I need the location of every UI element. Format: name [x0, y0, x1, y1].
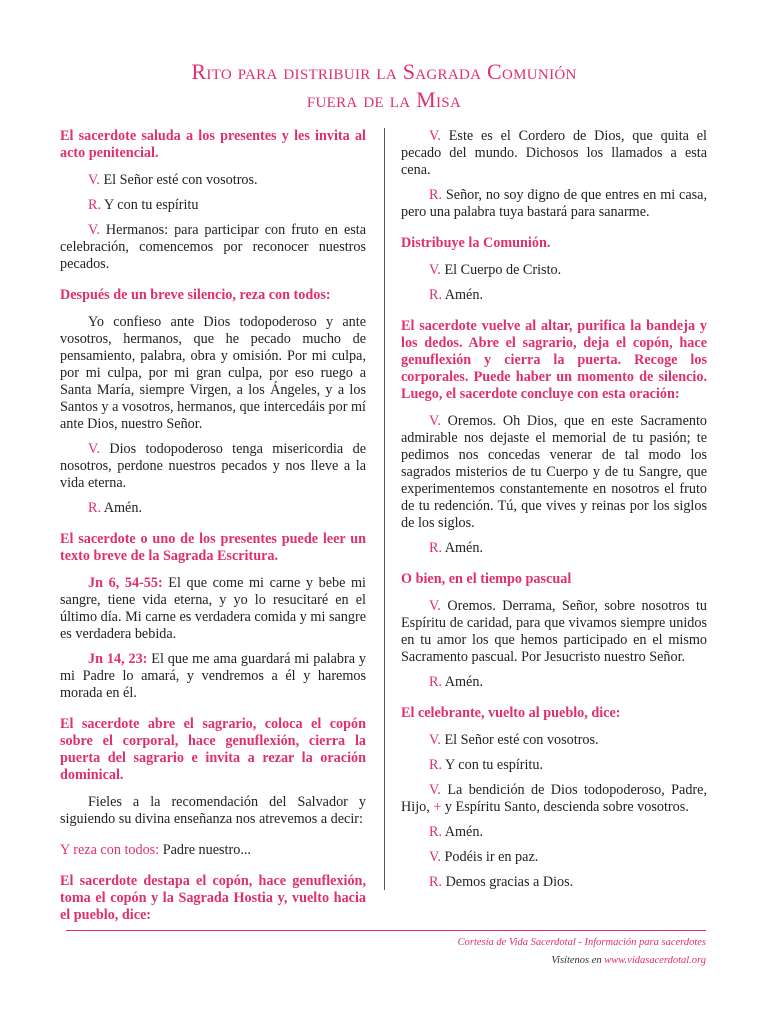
column-divider	[384, 128, 385, 890]
confiteor-text: Yo confieso ante Dios todopoderoso y ante vosotros, hermanos, que he pecado mucho de pensamiento, palabra, obra y omisión. Por mi culpa, por mi culpa, por mi gran culpa, por eso ruego a Santa María, siempre Virgen, a los Ángeles, y a los Santos y a vosotros, hermanos, que intercedáis por mí ante Dios, nuestro Señor.	[60, 314, 366, 432]
versicle-text: El Señor esté con vosotros.	[440, 732, 599, 748]
versicle-mark: V.	[429, 782, 441, 798]
versicle	[60, 172, 366, 189]
response-text: Y con tu espíritu	[101, 197, 199, 213]
response-mark: R.	[429, 187, 443, 203]
rubric-easter: O bien, en el tiempo pascual	[401, 571, 572, 587]
response-mark: R.	[429, 757, 443, 773]
versicle-text: y Espíritu Santo, descienda sobre vosotros.	[441, 799, 689, 815]
versicle	[60, 222, 366, 273]
response-text: Amén.	[442, 674, 483, 690]
response	[401, 757, 707, 774]
versicle-mark: V.	[88, 172, 100, 188]
scripture-reading	[60, 575, 366, 643]
response-text: Amén.	[442, 824, 483, 840]
rubric-silence: Después de un breve silencio, reza con todos:	[60, 287, 331, 303]
response-text: Demos gracias a Dios.	[442, 874, 574, 890]
versicle	[401, 128, 707, 179]
versicle-mark: V.	[429, 128, 441, 144]
response-text: Y con tu espíritu.	[442, 757, 544, 773]
versicle-mark: V.	[429, 262, 441, 278]
response	[401, 674, 707, 691]
versicle-mark: V.	[429, 732, 441, 748]
versicle-text: Dios todopoderoso tenga misericordia de nosotros, perdone nuestros pecados y nos lleve a la vida eterna.	[60, 441, 366, 491]
rubric-greeting: El sacerdote saluda a los presentes y les invita al acto penitencial.	[60, 128, 366, 161]
versicle	[60, 441, 366, 492]
response	[60, 197, 366, 214]
versicle-mark: V.	[429, 849, 441, 865]
invitation-text: Fieles a la recomendación del Salvador y siguiendo su divina enseñanza nos atrevemos a decir:	[60, 794, 366, 827]
versicle-text: Oremos. Oh Dios, que en este Sacramento admirable nos dejaste el memorial de tu pasión; te pedimos nos concedas venerar de tal modo los sagrados misterios de tu Cuerpo y de tu Sangre, que experimentemos constantemente en nosotros el fruto de tu redención. Tú, que vives y reinas por los siglos de los siglos.	[401, 413, 707, 531]
versicle-mark: V.	[88, 222, 100, 238]
response-mark: R.	[429, 824, 443, 840]
right-column	[401, 128, 707, 899]
response-mark: R.	[429, 674, 443, 690]
versicle-text: El Cuerpo de Cristo.	[440, 262, 562, 278]
rubric-host: El sacerdote destapa el copón, hace genuflexión, toma el copón y la Sagrada Hostia y, vuelto hacia el pueblo, dice:	[60, 873, 366, 923]
footer-visit	[458, 952, 706, 970]
versicle-text: Oremos. Derrama, Señor, sobre nosotros tu Espíritu de caridad, para que vivamos siempre unidos en tu amor los que hemos participado en el mismo Sacramento pascual. Por Jesucristo nuestro Señor.	[401, 598, 707, 665]
response-text: Amén.	[101, 500, 142, 516]
versicle-text: Hermanos: para participar con fruto en esta celebración, comencemos por reconocer nuestros pecados.	[60, 222, 366, 272]
versicle	[401, 262, 707, 279]
title-line-2: fuera de la Misa	[306, 87, 462, 112]
response	[401, 824, 707, 841]
versicle-text: Podéis ir en paz.	[440, 849, 539, 865]
response-mark: R.	[429, 287, 443, 303]
footer-credit: Cortesía de Vida Sacerdotal - Información para sacerdotes	[457, 937, 706, 948]
versicle-text: La bendición de Dios todopoderoso, Padre, Hijo,	[401, 782, 707, 815]
response	[401, 187, 707, 221]
response-text: Amén.	[442, 287, 483, 303]
versicle	[401, 849, 707, 866]
response-mark: R.	[429, 874, 443, 890]
response-mark: R.	[429, 540, 443, 556]
response-mark: R.	[88, 197, 102, 213]
versicle	[401, 413, 707, 532]
scripture-reference: Jn 14, 23:	[88, 651, 148, 667]
left-column	[60, 128, 366, 934]
cross-icon: +	[433, 799, 442, 815]
response	[401, 874, 707, 891]
versicle-mark: V.	[429, 598, 441, 614]
versicle-mark: V.	[429, 413, 441, 429]
footer-website-link[interactable]: www.vidasacerdotal.org	[604, 955, 706, 966]
scripture-text: El que come mi carne y bebe mi sangre, tiene vida eterna, y yo lo resucitaré en el último día. Mi carne es verdadera comida y mi sangre es verdadera bebida.	[60, 575, 366, 642]
scripture-text: El que me ama guardará mi palabra y mi Padre lo amará, y vendremos a él y haremos morada en él.	[60, 651, 366, 701]
scripture-reading	[60, 651, 366, 702]
rubric-scripture: El sacerdote o uno de los presentes puede leer un texto breve de la Sagrada Escritura.	[60, 531, 366, 564]
footer	[458, 934, 706, 970]
scripture-reference: Jn 6, 54-55:	[88, 575, 163, 591]
versicle-text: El Señor esté con vosotros.	[99, 172, 258, 188]
rubric-blessing: El celebrante, vuelto al pueblo, dice:	[401, 705, 621, 721]
footer-visit-label: Visítenos en	[551, 955, 605, 966]
document-title	[60, 58, 708, 114]
versicle	[401, 732, 707, 749]
rubric-communion: Distribuye la Comunión.	[401, 235, 551, 251]
response	[401, 287, 707, 304]
our-father-line	[60, 842, 366, 859]
response	[60, 500, 366, 517]
versicle-mark: V.	[88, 441, 100, 457]
rubric-tabernacle: El sacerdote abre el sagrario, coloca el copón sobre el corporal, hace genuflexión, cierra la puerta del sagrario e invita a rezar la oración dominical.	[60, 716, 366, 783]
response-text: Amén.	[442, 540, 483, 556]
versicle-text: Este es el Cordero de Dios, que quita el pecado del mundo. Dichosos los llamados a esta cena.	[401, 128, 707, 178]
response-text: Señor, no soy digno de que entres en mi casa, pero una palabra tuya bastará para sanarme.	[401, 187, 707, 220]
versicle	[401, 782, 707, 816]
response-mark: R.	[88, 500, 102, 516]
rubric-inline: Y reza con todos:	[60, 842, 160, 858]
prayer-text: Padre nuestro...	[159, 842, 251, 858]
response	[401, 540, 707, 557]
footer-divider	[66, 930, 706, 931]
title-line-1: Rito para distribuir la Sagrada Comunión	[191, 59, 577, 84]
rubric-altar: El sacerdote vuelve al altar, purifica la bandeja y los dedos. Abre el sagrario, deja el copón, hace genuflexión y cierra la puerta. Recoge los corporales. Puede haber un momento de silencio. Luego, el sacerdote concluye con esta oración:	[401, 318, 707, 402]
versicle	[401, 598, 707, 666]
